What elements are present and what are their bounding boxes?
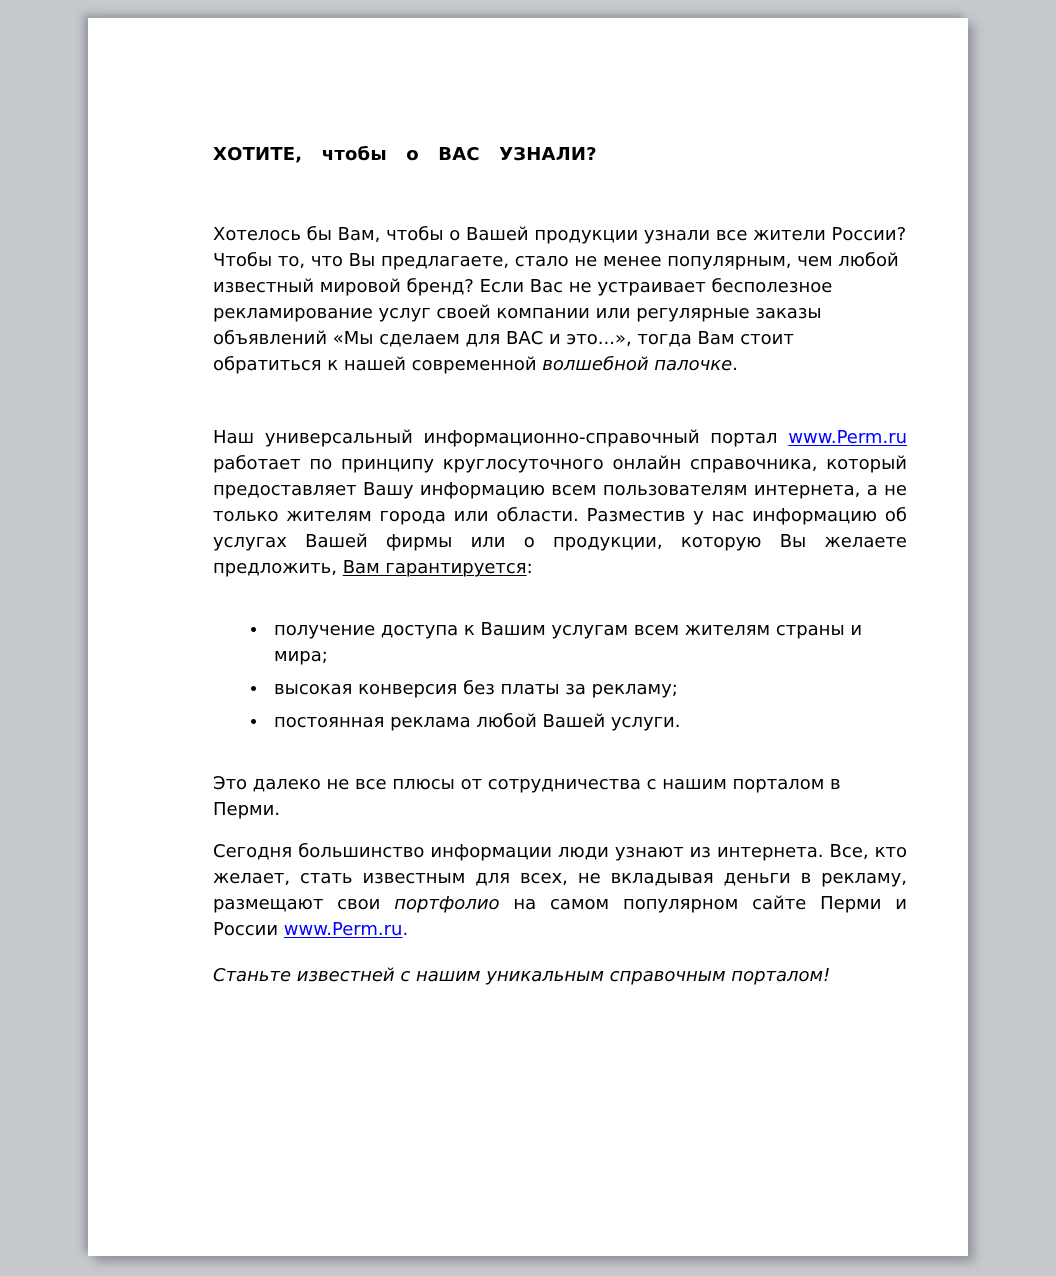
paragraph-closing: Станьте известней с нашим уникальным справочным порталом! (213, 965, 831, 986)
link-perm-ru-primary[interactable]: www.Perm.ru (788, 427, 907, 448)
list-item-label: постоянная реклама любой Вашей услуги. (274, 711, 681, 732)
paragraph-intro-text: Хотелось бы Вам, чтобы о Вашей продукции узнали все жители России? Чтобы то, что Вы предлагаете, стало не менее популярным, чем любой известный мировой бренд? Если Вас не устраивает бесполезное рекламирование услуг своей компании или регулярные заказы объявлений «Мы сделаем для ВАС и это...», тогда Вам стоит обратиться к нашей современной (213, 224, 907, 375)
paragraph-today-italic: портфолио (394, 893, 500, 914)
list-item (213, 617, 907, 669)
paragraph-intro-period: . (732, 354, 738, 375)
paragraph-advantages: Это далеко не все плюсы от сотрудничества с нашим порталом в Перми. (213, 773, 841, 820)
list-item (213, 709, 907, 735)
paragraph-today-lead: Сегодня большинство информации люди узнают из интернета. Все, кто желает, стать известным для всех, не вкладывая деньги в рекламу, размещают свои (213, 841, 907, 914)
paragraph-portal (213, 378, 907, 581)
paragraph-portal-body: работает по принципу круглосуточного онлайн справочника, который предоставляет Вашу информацию всем пользователям интернета, а не только жителям города или области. Разместив у нас информацию об услугах Вашей фирмы или о продукции, которую Вы желаете предложить, (213, 453, 907, 578)
paragraph-intro-italic: волшебной палочке (542, 354, 733, 375)
link-perm-ru-secondary[interactable]: www.Perm.ru (283, 919, 403, 940)
list-item-label: получение доступа к Вашим услугам всем жителям страны и мира; (274, 619, 863, 666)
paragraph-intro (213, 168, 907, 378)
list-item (213, 676, 907, 702)
document-content (213, 18, 907, 989)
paragraph-today-body: на самом популярном сайте Перми и России (213, 893, 908, 940)
bullet-icon (251, 686, 256, 691)
document-page (88, 18, 968, 1256)
paragraph-portal-lead: Наш универсальный информационно-справочный портал (213, 427, 789, 448)
paragraph-today-period: . (402, 919, 409, 940)
page-title: ХОТИТЕ, чтобы о ВАС УЗНАЛИ? (213, 144, 597, 165)
paragraph-portal-underlined-phrase: Вам гарантируется (342, 557, 527, 578)
bullet-icon (251, 719, 256, 724)
paragraph-today (213, 823, 907, 943)
list-item-label: высокая конверсия без платы за рекламу; (274, 678, 678, 699)
guarantee-list (213, 581, 907, 735)
bullet-icon (251, 627, 256, 632)
paragraph-portal-colon: : (526, 557, 533, 578)
